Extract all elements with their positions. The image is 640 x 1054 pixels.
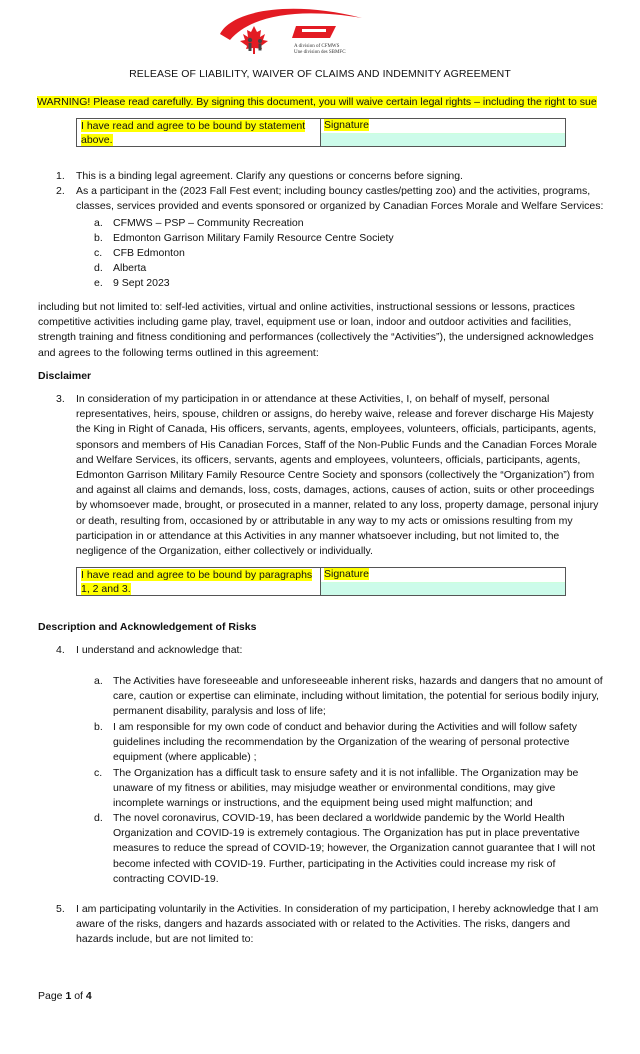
logo-subtitle: A division of CFMWS Une division des SBMFC <box>294 44 346 55</box>
risk-item-d: The novel coronavirus, COVID-19, has been declared a worldwide pandemic by the World Health Organization and COVID-19 is extremely contagious. The Organization has put in place preventative measures to reduce the spread of COVID-19; however, the Organization cannot guarantee that I will not become infected with COVID-19. Further, participating in the Activities could increase my risk of contracting COVID-19. <box>113 812 596 885</box>
item-1-text: This is a binding legal agreement. Clarify any questions or concerns before signing. <box>76 170 463 182</box>
sponsor-item: CFMWS – PSP – Community Recreation <box>113 217 304 229</box>
item-5-text: I am participating voluntarily in the Activities. In consideration of my participation, I hereby acknowledge that I am aware of the risks, dangers and hazards associated with or related to the Activities. The risks, dangers and hazards include, but are not limited to: <box>76 903 599 946</box>
risks-heading: Description and Acknowledgement of Risks <box>38 621 257 633</box>
warning-banner: WARNING! Please read carefully. By signing this document, you will waive certain legal rights – including the right to sue <box>37 96 597 108</box>
sponsor-letter: b. <box>94 232 103 244</box>
risk-letter-b: b. <box>94 721 103 733</box>
sponsor-item: Edmonton Garrison Military Family Resource Centre Society <box>113 232 394 244</box>
risk-item-c: The Organization has a difficult task to ensure safety and it is not infallible. The Organization may be unaware of my fitness or abilities, may misjudge weather or environmental conditions, may give incomplete warnings or instructions, and the equipment being used might malfunction; and <box>113 767 579 810</box>
disclaimer-heading: Disclaimer <box>38 370 92 382</box>
signature-field-1[interactable] <box>321 133 565 146</box>
cfmws-psp-logo <box>212 4 372 60</box>
signature-label-1: Signature <box>324 119 369 131</box>
sponsor-letter: d. <box>94 262 103 274</box>
item-1-number: 1. <box>56 170 65 182</box>
item-2-text: As a participant in the (2023 Fall Fest event; including bouncy castles/petting zoo) and the activities, programs, classes, services provided and events sponsored or organized by Canadian Forces Morale and Welfare Services: <box>76 185 604 213</box>
signature-box-2 <box>76 567 566 596</box>
risk-letter-a: a. <box>94 675 103 687</box>
agreement-statement-1: I have read and agree to be bound by statement above. <box>77 119 321 146</box>
item-5-number: 5. <box>56 903 65 915</box>
sponsor-item: Alberta <box>113 262 147 274</box>
sponsor-item: CFB Edmonton <box>113 247 185 259</box>
sponsor-letter: c. <box>94 247 103 259</box>
sponsor-item: 9 Sept 2023 <box>113 277 170 289</box>
risk-item-a: The Activities have foreseeable and unforeseeable inherent risks, hazards and dangers that no amount of care, caution or expertise can eliminate, including without limitation, the potential for serious bodily injury, permanent disability, paralysis and loss of life; <box>113 675 603 718</box>
signature-box-1 <box>76 118 566 147</box>
sponsor-letter: a. <box>94 217 103 229</box>
maple-leaf-icon <box>240 26 268 54</box>
agreement-statement-2: I have read and agree to be bound by paragraphs 1, 2 and 3. <box>77 568 321 595</box>
item-2-number: 2. <box>56 185 65 197</box>
document-title: RELEASE OF LIABILITY, WAIVER OF CLAIMS AND INDEMNITY AGREEMENT <box>129 68 511 80</box>
item-4-intro: I understand and acknowledge that: <box>76 644 243 656</box>
logo-swoosh <box>220 9 362 40</box>
risk-letter-d: d. <box>94 812 103 824</box>
risk-item-b: I am responsible for my own code of conduct and behavior during the Activities and will follow safety guidelines including the recommendation by the Organization of the wearing of personal protective equipment (where applicable) ; <box>113 721 577 764</box>
signature-field-2[interactable] <box>321 582 565 595</box>
item-3-number: 3. <box>56 393 65 405</box>
activities-definition-paragraph: including but not limited to: self-led activities, virtual and online activities, instructional sessions or lessons, practices competitive activities including game play, travel, equipment use or loan, indoor and outdoor activities and facilities, strength training and fitness conditioning and performances (collectively the “Activities”), the undersigned acknowledges and agrees to the following terms outlined in this agreement: <box>38 301 594 359</box>
item-4-number: 4. <box>56 644 65 656</box>
signature-label-2: Signature <box>324 568 369 580</box>
sponsor-letter: e. <box>94 277 103 289</box>
page-footer: Page 1 of 4 <box>38 990 92 1002</box>
risk-letter-c: c. <box>94 767 103 779</box>
disclaimer-text: In consideration of my participation in or attendance at these Activities, I, on behalf of myself, personal representatives, heirs, spouse, children or assigns, do hereby waive, release and forever discharge His Majesty the King in Right of Canada, His officers, servants, agents, employees, volunteers, officials, participants, agents, sponsors and members of His Canadian Forces, Staff of the Non-Public Funds and the Canadian Forces Morale and Welfare Services, its officers, servants, agents and employees, volunteers, officials, participants, agents, Edmonton Garrison Military Family Resource Centre Society and sponsors (collectively the “Organization”) from and against all claims and demands, loss, costs, damages, actions, causes of action, suits or other proceedings by whomsoever made, brought, or prosecuted in a manner, related to any loss, property damage, personal injury or death, resulting from, occasioned by or attributable in any way to my acts or omissions resulting from my participation in or attendance at this Activities in any manner whatsoever including, but not limited to, the negligence of the Organization, either collectively or individually. <box>76 393 599 558</box>
